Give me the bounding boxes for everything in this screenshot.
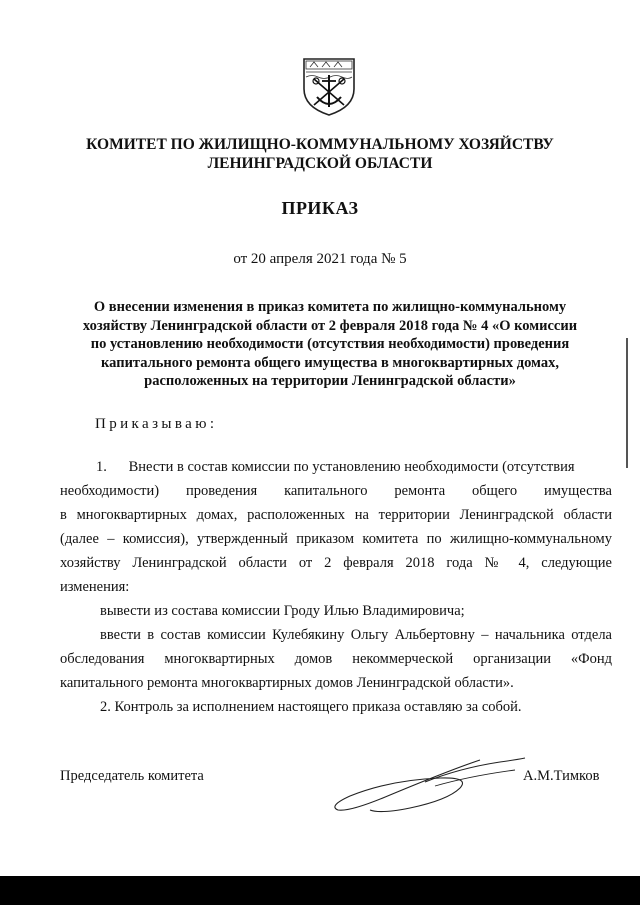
document-type-title: ПРИКАЗ [281,198,359,218]
item1-line: изменения: [60,579,130,595]
organization-name-line1: КОМИТЕТ ПО ЖИЛИЩНО-КОММУНАЛЬНОМУ ХОЗЯЙСТВУ [86,136,554,153]
scan-bottom-border [0,876,640,905]
organization-name-line2: ЛЕНИНГРАДСКОЙ ОБЛАСТИ [207,155,433,172]
remove-member-line: вывести из состава комиссии Гроду Илью Владимировича; [100,603,465,619]
signatory-name: А.М.Тимков [523,768,600,784]
subject-line: по установлению необходимости (отсутствия необходимости) проведения [90,336,570,352]
signatory-position: Председатель комитета [60,768,204,784]
subject-line: О внесении изменения в приказ комитета по жилищно-коммунальному [93,299,567,315]
item1-line: 1. Внести в состав комиссии по установлению необходимости (отсутствия [96,459,575,475]
add-member-line: капитального ремонта многоквартирных домов Ленинградской области». [60,675,514,691]
item1-line: в многоквартирных домах, расположенных на территории Ленинградской области [60,507,612,523]
add-member-line: обследования многоквартирных домов некоммерческой организации «Фонд [60,651,612,667]
item1-line: (далее – комиссия), утвержденный приказом комитета по жилищно-коммунальному [60,531,612,547]
document-date-number: от 20 апреля 2021 года № 5 [233,251,407,267]
handwritten-signature [330,750,530,825]
order-heading: Приказываю: [95,416,218,432]
order-item-2: 2. Контроль за исполнением настоящего приказа оставляю за собой. [100,699,522,715]
coat-of-arms-emblem [300,55,358,117]
item1-line: необходимости) проведения капитального ремонта общего имущества [60,483,612,499]
item1-line: хозяйству Ленинградской области от 2 февраля 2018 года № 4, следующие [60,555,612,571]
subject-line: расположенных на территории Ленинградской области» [144,373,516,389]
scan-edge-mark [626,338,628,468]
add-member-line: ввести в состав комиссии Кулебякину Ольгу Альбертовну – начальника отдела [100,627,612,643]
subject-line: хозяйству Ленинградской области от 2 февраля 2018 года № 4 «О комиссии [82,317,578,334]
subject-line: капитального ремонта общего имущества в многоквартирных домах, [101,354,559,371]
document-subject [40,298,620,391]
organization-name [0,135,640,173]
order-item-1 [60,455,612,719]
